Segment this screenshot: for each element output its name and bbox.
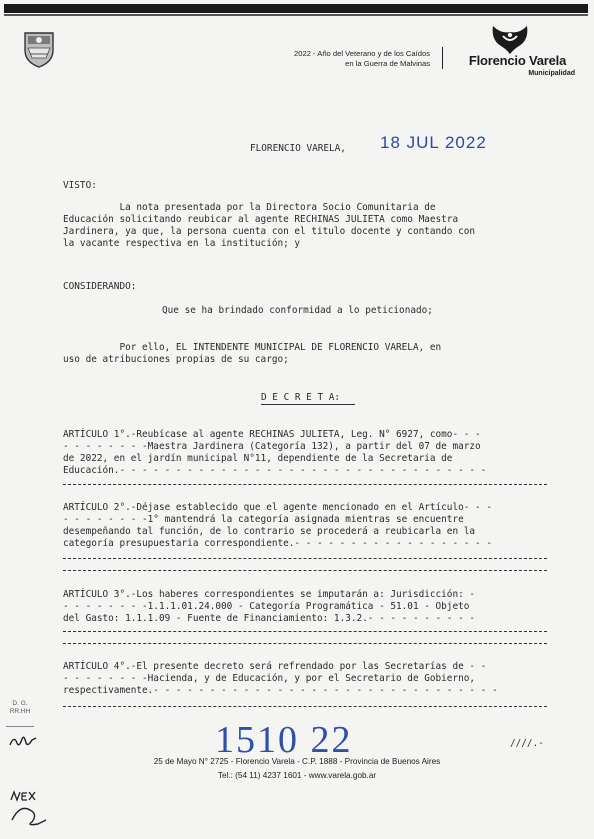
handwritten-signature-icon — [8, 790, 48, 828]
motto-line-2: en la Guerra de Malvinas — [345, 59, 430, 68]
end-mark: ////.- — [510, 738, 544, 749]
hr-stamp-line-1: D. G. — [12, 700, 28, 707]
footer-contact: Tel.: (54 11) 4237 1601 - www.varela.gob.ar — [217, 771, 377, 780]
brand-name: Florencio Varela — [468, 53, 567, 68]
dashed-rule — [63, 484, 547, 485]
dashed-rule — [63, 631, 547, 632]
decreta-heading: D E C R E T A: — [261, 392, 341, 403]
place-line: FLORENCIO VARELA, — [250, 143, 346, 154]
dashed-rule — [63, 570, 547, 571]
brand-subtitle: Municipalidad — [528, 70, 575, 77]
dashed-rule — [63, 706, 547, 707]
article-4: ARTÍCULO 4°.-El presente decreto será refrendado por las Secretarías de - - - - - - - - - -Hacienda, y de Educación, y por el Secretario de Gobierno, respectivamente.- - - - - - - - - - - - - - - - - - - - - - - - - - - - - - - — [63, 661, 498, 696]
visto-paragraph: La nota presentada por la Directora Socio Comunitaria de Educación solicitando reubicar al agente RECHINAS JULIETA como Maestra Jardinera, ya que, la persona cuenta con el titulo docente y contando con la vacante respectiva en la institución; y — [63, 202, 476, 249]
dashed-rule — [63, 558, 547, 559]
motto-line-1: 2022 - Año del Veterano y de los Caídos — [294, 49, 430, 58]
hr-stamp — [6, 700, 34, 727]
scan-top-border — [4, 4, 588, 13]
municipal-crest-icon — [22, 30, 56, 68]
hr-stamp-line-2: RR.HH — [9, 708, 31, 715]
florencio-varela-logo-icon — [489, 24, 531, 56]
article-3: ARTÍCULO 3°.-Los haberes correspondientes se imputarán a: Jurisdicción: - - - - - - - - -1.1.1.01.24.000 - Categoría Programática - 51.01 - Objeto del Gasto: 1.1.1.09 - Fuente de Financiamiento: 1.3.2.- - - - - - - - - - — [63, 589, 476, 624]
scan-top-line — [4, 14, 588, 16]
article-2: ARTÍCULO 2°.-Déjase establecido que el agente mencionado en el Artículo- - - - - - - - - - -1° mantendrá la categoría asignada mientras se encuentre desempeñando tal función, de lo contrario se procederá a reubicarla en la categoría presupuestaria correspondiente.- - - - - - - - - - - - - - - - - - — [63, 502, 492, 549]
initials-signature-icon — [8, 731, 38, 751]
year-motto — [230, 49, 430, 69]
dashed-rule — [63, 643, 547, 644]
decree-number-stamp: 1510 22 — [215, 719, 353, 761]
visto-heading: VISTO: — [63, 180, 97, 191]
article-1: ARTÍCULO 1°.-Reubícase al agente RECHINAS JULIETA, Leg. N° 6927, como- - - - - - - - - - -Maestra Jardinera (Categoría 132), a partir del 07 de marzo de 2022, en el jardín municipal N°11, dependiente de la Secretaria de Educación.- - - - - - - - - - - - - - - - - - - - - - - - - - - - - - - - - — [63, 429, 487, 476]
footer-address: 25 de Mayo N° 2725 - Florencio Varela - C.P. 1888 - Provincia de Buenos Aires — [153, 757, 441, 766]
date-stamp: 18 JUL 2022 — [380, 133, 487, 152]
decreta-underline — [261, 404, 355, 405]
considerando-heading: CONSIDERANDO: — [63, 281, 137, 292]
header-divider — [442, 47, 443, 69]
considerando-paragraph: Que se ha brindado conformidad a lo peticionado; — [162, 305, 433, 316]
intro-paragraph: Por ello, EL INTENDENTE MUNICIPAL DE FLORENCIO VARELA, en uso de atribuciones propias de su cargo; — [63, 342, 442, 365]
